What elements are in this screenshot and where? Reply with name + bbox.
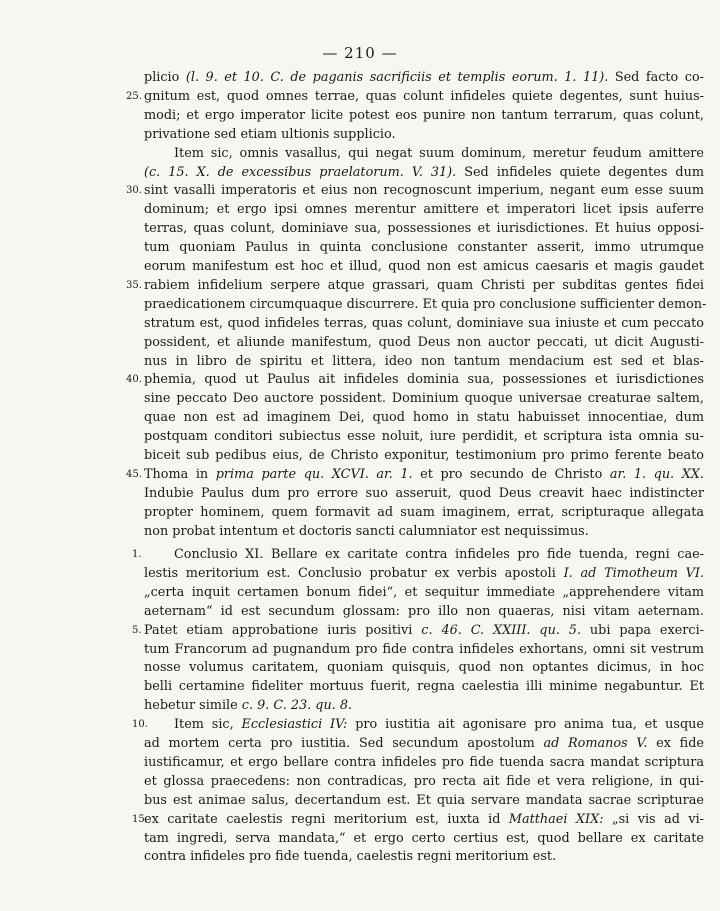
line-number: 35. — [126, 279, 142, 291]
line-number: 30. — [126, 185, 142, 197]
text-line: „certa inquit certamen bonum fidei“, et sequitur immediate „apprehendere vitam — [144, 584, 704, 600]
text-line: belli certamine fideliter mortuus fuerit, regna caelestia illi minime negabuntur. Et — [144, 679, 704, 695]
text-line: aeternam“ id est secundum glossam: pro illo non quaeras, nisi vitam aeternam. — [144, 603, 704, 619]
text-line: Item sic, Ecclesiastici IV: pro iustitia ait agonisare pro anima tua, et usque — [174, 717, 704, 733]
text-line: Indubie Paulus dum pro errore suo asseruit, quod Deus creavit haec indistincter — [144, 485, 704, 501]
text-line: biceit sub pedibus eius, de Christo exponitur, testimonium pro primo ferente beato — [144, 448, 704, 463]
page-number: — 210 — — [322, 44, 398, 62]
line-number: 5. — [132, 624, 142, 636]
text-line: privatione sed etiam ultionis supplicio. — [144, 126, 396, 142]
text-line: quae non est ad imaginem Dei, quod homo in statu habuisset innocentiae, dum — [144, 410, 704, 426]
line-number: 25. — [126, 90, 142, 102]
text-line: tum quoniam Paulus in quinta conclusione constanter asserit, immo utrumque — [144, 240, 704, 256]
text-line: ex caritate caelestis regni meritorium est, iuxta id Matthaei XIX: „si vis ad vi- — [144, 811, 705, 827]
text-line: rabiem infidelium serpere atque grassari, quam Christi per subditas gentes fidei — [144, 277, 704, 293]
text-line: nus in libro de spiritu et littera, ideo non tantum mendacium est sed et blas- — [144, 353, 704, 369]
line-number: 1. — [132, 549, 142, 560]
text-line: Thoma in prima parte qu. XCVI. ar. 1. et pro secundo de Christo ar. 1. qu. XX. — [144, 466, 704, 482]
text-line: modi; et ergo imperator licite potest eos punire non tantum terrarum, quas colunt, — [144, 107, 704, 123]
text-line: dominum; et ergo ipsi omnes merentur amittere et imperatori licet ipsis auferre — [144, 202, 704, 218]
text-line: praedicationem circumquaque discurrere. Et quia pro conclusione sufficienter demon- — [144, 296, 707, 312]
text-line: propter hominem, quem formavit ad suam imaginem, errat, scripturaque allegata — [144, 504, 704, 520]
text-line: bus est animae salus, decertandum est. Et quia servare mandata sacrae scripturae — [144, 792, 704, 808]
line-number: 15. — [132, 813, 148, 825]
text-line: et glossa praecedens: non contradicas, pro recta ait fide et vera religione, in qui- — [144, 773, 704, 789]
text-line: hebetur simile c. 9. C. 23. qu. 8. — [144, 698, 353, 714]
text-line: eorum manifestum est hoc et illud, quod non est amicus caesaris et magis gaudet — [144, 259, 704, 274]
text-line: (c. 15. X. de excessibus praelatorum. V. 31). Sed infideles quiete degentes dum — [144, 164, 704, 180]
text-line: tum Francorum ad pugnandum pro fide contra infideles exhortans, omni sit vestrum — [144, 641, 704, 657]
line-number: 45. — [126, 468, 142, 480]
text-line: nosse volumus caritatem, quoniam quisquis, quod non optantes dicimus, in hoc — [144, 660, 704, 676]
text-line: Item sic, omnis vasallus, qui negat suum dominum, meretur feudum amittere — [174, 145, 704, 161]
line-number: 40. — [126, 374, 142, 386]
text-line: postquam conditori subiectus esse noluit, iure perdidit, et scriptura ista omnia su- — [144, 429, 704, 445]
text-line: phemia, quod ut Paulus ait infideles dominia sua, possessiones et iurisdictiones — [144, 372, 704, 388]
text-line: possident, et aliunde manifestum, quod Deus non auctor peccati, ut dicit Augusti- — [144, 334, 704, 350]
text-line: plicio (l. 9. et 10. C. de paganis sacrificiis et templis eorum. 1. 11). Sed facto co- — [144, 70, 704, 85]
text-line: ad mortem certa pro iustitia. Sed secundum apostolum ad Romanos V. ex fide — [144, 736, 704, 751]
text-line: stratum est, quod infideles terras, quas colunt, dominiave sua iniuste et cum peccato — [144, 315, 704, 331]
text-line: Patet etiam approbatione iuris positivi c. 46. C. XXIII. qu. 5. ubi papa exerci- — [144, 622, 704, 638]
text-line: sint vasalli imperatoris et eius non recognoscunt imperium, negant eum esse suum — [144, 183, 704, 199]
text-line: contra infideles pro fide tuenda, caelestis regni meritorium est. — [144, 849, 557, 865]
text-line: terras, quas colunt, dominiave sua, possessiones et iurisdictiones. Et huius opposi- — [144, 221, 704, 237]
line-number: 10. — [132, 719, 148, 731]
text-line: lestis meritorium est. Conclusio probatur ex verbis apostoli I. ad Timotheum VI. — [144, 565, 705, 581]
text-line: iustificamur, et ergo bellare contra infideles pro fide tuenda sacra mandat scriptura — [144, 754, 704, 770]
text-line: sine peccato Deo auctore possident. Dominium quoque universae creaturae saltem, — [144, 391, 704, 407]
text-line: non probat intentum et doctoris sancti calumniator est nequissimus. — [144, 523, 589, 539]
text-line: tam ingredi, serva mandata,“ et ergo certo certius est, quod bellare ex caritate — [144, 830, 704, 846]
text-line: Conclusio XI. Bellare ex caritate contra infideles pro fide tuenda, regni cae- — [174, 547, 704, 562]
text-line: gnitum est, quod omnes terrae, quas colunt infideles quiete degentes, sunt huius- — [144, 88, 704, 104]
